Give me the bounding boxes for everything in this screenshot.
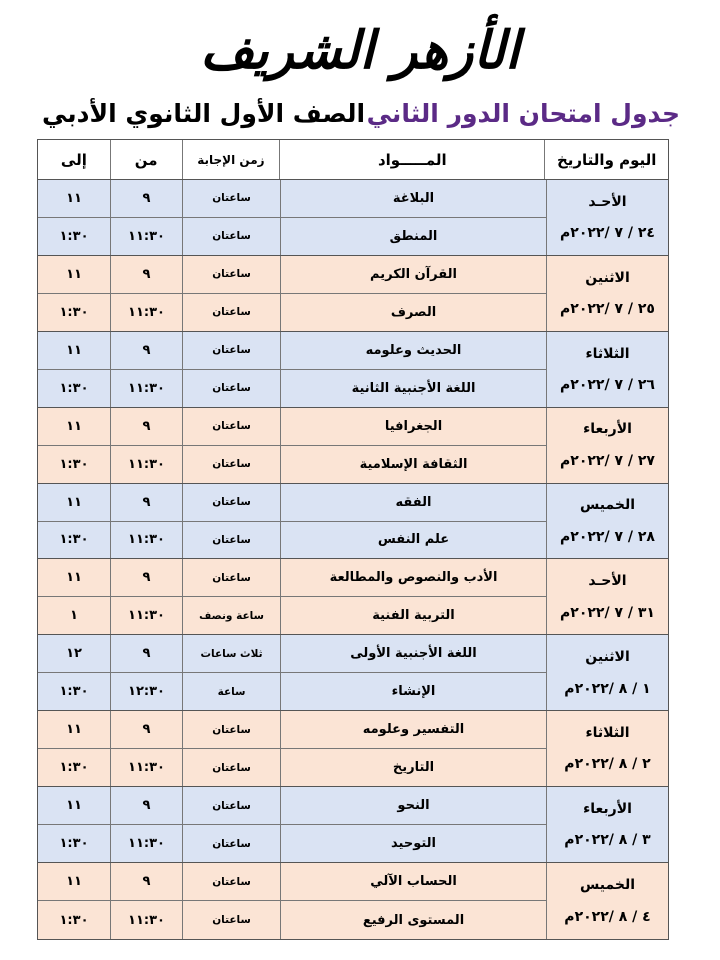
exam-date: ٢٨ / ٧ /٢٠٢٢م [560,528,655,545]
day-date-cell [546,256,668,331]
duration-cell: ساعتان [182,522,280,559]
exam-slot [38,217,546,255]
duration-cell: ثلاث ساعات [182,635,280,672]
table-row [38,180,668,256]
azhar-logo-text: الأزهر الشريف [200,20,520,81]
subject-cell: التربية الفنية [280,597,546,634]
start-time-cell: ٩ [110,256,182,293]
subject-cell: التفسير وعلومه [280,711,546,748]
exam-slot [38,824,546,862]
start-time-cell: ٩ [110,711,182,748]
exam-schedule-table [37,139,669,940]
header-day-date: اليوم والتاريخ [544,140,668,179]
exam-date: ٢٥ / ٧ /٢٠٢٢م [560,301,655,318]
start-time-cell: ١١:٣٠ [110,522,182,559]
exam-slot [38,484,546,521]
end-time-cell: ١:٣٠ [59,836,89,852]
exam-slots [38,484,546,559]
table-row [38,484,668,560]
day-date-cell [546,787,668,862]
exam-slot [38,596,546,634]
end-time-cell: ١١ [66,266,82,282]
day-name: الخميس [579,876,636,893]
exam-date: ٢٤ / ٧ /٢٠٢٢م [560,225,655,242]
start-time-cell: ١١:٣٠ [110,294,182,331]
exam-slots [38,256,546,331]
end-time-cell: ١:٣٠ [59,304,89,320]
exam-slot [38,445,546,483]
day-name: الأحـد [588,193,627,210]
exam-slots [38,635,546,710]
end-time-cell: ١:٣٠ [59,912,89,928]
exam-date: ٢٧ / ٧ /٢٠٢٢م [560,452,655,469]
header-subjects: المـــــواد [279,140,544,179]
table-row [38,787,668,863]
table-row [38,332,668,408]
exam-slot [38,369,546,407]
start-time-cell: ١١:٣٠ [110,218,182,255]
day-date-cell [546,484,668,559]
duration-cell: ساعتان [182,901,280,938]
duration-cell: ساعتان [182,749,280,786]
exam-slot [38,635,546,672]
end-time-cell: ١١ [66,190,82,206]
start-time-cell: ٩ [110,635,182,672]
start-time-cell: ١١:٣٠ [110,749,182,786]
day-date-cell [546,559,668,634]
duration-cell: ساعتان [182,180,280,217]
end-time-cell: ١:٣٠ [59,228,89,244]
start-time-cell: ١١:٣٠ [110,370,182,407]
end-time-cell: ١:٣٠ [59,760,89,776]
exam-date: ٤ / ٨ /٢٠٢٢م [564,908,651,925]
duration-cell: ساعتان [182,370,280,407]
end-time-cell: ١١ [66,342,82,358]
duration-cell: ساعتان [182,256,280,293]
subject-cell: علم النفس [280,522,546,559]
exam-slot [38,748,546,786]
day-name: الأربعاء [583,800,632,817]
duration-cell: ساعتان [182,408,280,445]
start-time-cell: ١٢:٣٠ [110,673,182,710]
start-time-cell: ٩ [110,787,182,824]
subject-cell: الصرف [280,294,546,331]
start-time-cell: ٩ [110,863,182,900]
duration-cell: ساعتان [182,332,280,369]
day-name: الثلاثاء [585,345,630,362]
subject-cell: الأدب والنصوص والمطالعة [280,559,546,596]
subject-cell: الحساب الآلي [280,863,546,900]
exam-date: ٢٦ / ٧ /٢٠٢٢م [560,376,655,393]
day-date-cell [546,863,668,939]
header-from: من [110,140,182,179]
day-date-cell [546,711,668,786]
exam-slot [38,180,546,217]
duration-cell: ساعتان [182,787,280,824]
subject-cell: التوحيد [280,825,546,862]
duration-cell: ساعتان [182,711,280,748]
end-time-cell: ١١ [66,418,82,434]
end-time-cell: ١ [70,608,78,624]
exam-slots [38,408,546,483]
exam-date: ٢ / ٨ /٢٠٢٢م [564,756,651,773]
duration-cell: ساعتان [182,218,280,255]
exam-slot [38,559,546,596]
subject-cell: اللغة الأجنبية الأولى [280,635,546,672]
subject-cell: الإنشاء [280,673,546,710]
table-row [38,711,668,787]
subject-cell: المستوى الرفيع [280,901,546,938]
end-time-cell: ١١ [66,722,82,738]
exam-slot [38,256,546,293]
end-time-cell: ١١ [66,570,82,586]
subject-cell: التاريخ [280,749,546,786]
table-header-row [38,140,668,180]
exam-slots [38,559,546,634]
start-time-cell: ٩ [110,332,182,369]
exam-slot [38,900,546,938]
exam-slot [38,521,546,559]
exam-slot [38,787,546,824]
end-time-cell: ١:٣٠ [59,684,89,700]
end-time-cell: ١:٣٠ [59,532,89,548]
header-to: إلى [60,150,87,169]
subject-cell: النحو [280,787,546,824]
subject-cell: الحديث وعلومه [280,332,546,369]
day-date-cell [546,635,668,710]
day-date-cell [546,180,668,255]
subject-cell: الثقافة الإسلامية [280,446,546,483]
start-time-cell: ١١:٣٠ [110,597,182,634]
end-time-cell: ١٢ [66,646,82,662]
exam-slots [38,863,546,939]
exam-slots [38,180,546,255]
subject-cell: الفقه [280,484,546,521]
duration-cell: ساعتان [182,863,280,900]
end-time-cell: ١:٣٠ [59,380,89,396]
exam-slot [38,332,546,369]
exam-slot [38,863,546,900]
table-row [38,256,668,332]
exam-slots [38,787,546,862]
exam-slots [38,711,546,786]
day-name: الاثنين [585,269,630,286]
subject-cell: البلاغة [280,180,546,217]
start-time-cell: ١١:٣٠ [110,446,182,483]
day-name: الاثنين [585,649,630,666]
subject-cell: الجغرافيا [280,408,546,445]
exam-date: ٣ / ٨ /٢٠٢٢م [564,832,651,849]
day-date-cell [546,408,668,483]
duration-cell: ساعتان [182,294,280,331]
day-name: الأحـد [588,573,627,590]
day-date-cell [546,332,668,407]
start-time-cell: ٩ [110,484,182,521]
day-name: الأربعاء [583,421,632,438]
start-time-cell: ١١:٣٠ [110,901,182,938]
duration-cell: ساعة ونصف [182,597,280,634]
header-duration: زمن الإجابة [182,140,280,179]
schedule-title: جدول امتحان الدور الثاني [366,99,680,128]
duration-cell: ساعتان [182,825,280,862]
subject-cell: المنطق [280,218,546,255]
start-time-cell: ٩ [110,408,182,445]
start-time-cell: ٩ [110,180,182,217]
exam-slot [38,408,546,445]
table-row [38,635,668,711]
exam-date: ٣١ / ٧ /٢٠٢٢م [560,604,655,621]
table-row [38,408,668,484]
exam-slot [38,293,546,331]
table-row [38,559,668,635]
duration-cell: ساعتان [182,484,280,521]
exam-slot [38,672,546,710]
table-body [38,180,668,939]
exam-slots [38,332,546,407]
day-name: الخميس [579,497,636,514]
end-time-cell: ١١ [66,874,82,890]
duration-cell: ساعة [182,673,280,710]
duration-cell: ساعتان [182,446,280,483]
exam-date: ١ / ٨ /٢٠٢٢م [564,680,651,697]
grade-title: الصف الأول الثانوي الأدبي [42,99,366,128]
subject-cell: اللغة الأجنبية الثانية [280,370,546,407]
subject-cell: القرآن الكريم [280,256,546,293]
table-row [38,863,668,939]
start-time-cell: ١١:٣٠ [110,825,182,862]
end-time-cell: ١:٣٠ [59,456,89,472]
day-name: الثلاثاء [585,724,630,741]
end-time-cell: ١١ [66,494,82,510]
start-time-cell: ٩ [110,559,182,596]
duration-cell: ساعتان [182,559,280,596]
end-time-cell: ١١ [66,798,82,814]
exam-slot [38,711,546,748]
